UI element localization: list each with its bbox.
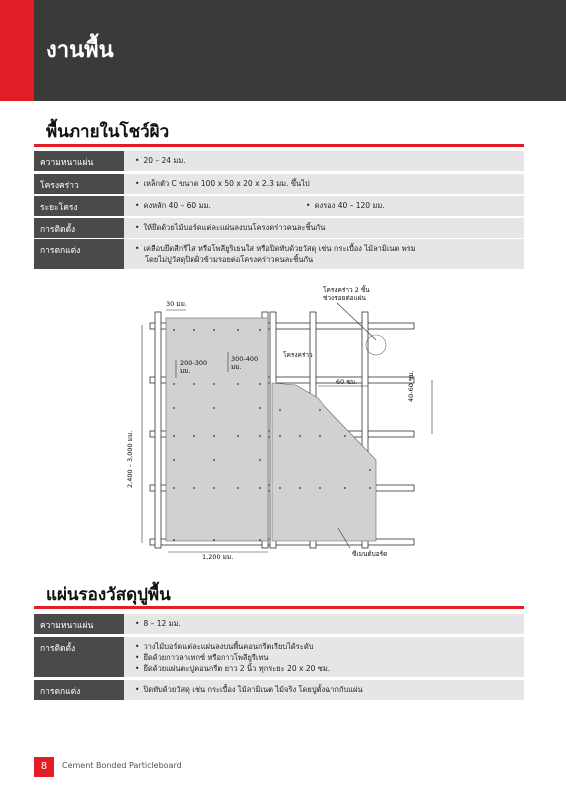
spec-label: ระยะโครง <box>34 196 124 216</box>
dim-label-60cm: 60 ซม. <box>336 378 358 386</box>
spec-row <box>34 637 524 677</box>
spec-value-line: • วางไม้บอร์ดแต่ละแผ่นลงบนพื้นคอนกรีตเรียบได้ระดับ <box>135 641 330 652</box>
spec-row <box>34 680 524 700</box>
dim-label-1200mm: 1,200 มม. <box>202 553 234 561</box>
footer-product-name: Cement Bonded Particleboard <box>62 761 182 770</box>
page-title: งานพื้น <box>46 38 114 63</box>
spec-value: • เหล็กตัว C ขนาด 100 x 50 x 20 x 2.3 มม. ขึ้นไป <box>135 178 310 189</box>
section-title-interior-floor: พื้นภายในโชว์ผิว <box>46 122 170 142</box>
dim-label-300-400 <box>231 355 258 371</box>
spec-value-line: • เคลือบยึดสีกรีไส หรือโพลียูริเธนใส หรือปิดทับด้วยวัสดุ เช่น กระเบื้อง ไม้ลามิเนต พรม <box>135 243 515 254</box>
section-title-underlay: แผ่นรองวัสดุปูพื้น <box>46 585 171 605</box>
spec-label: การตกแต่ง <box>34 680 124 700</box>
spec-value: • 8 – 12 มม. <box>135 618 181 629</box>
spec-label: ความหนาแผ่น <box>34 151 124 171</box>
spec-label: การติดตั้ง <box>34 218 124 238</box>
frame-stud <box>155 312 161 548</box>
dim-line: มม. <box>180 367 191 375</box>
spec-value: • 20 – 24 มม. <box>135 155 186 166</box>
dim-label-40-60cm: 40-60 ซม. <box>407 370 415 402</box>
spec-value: • คงรอง 40 – 120 มม. <box>306 200 385 212</box>
dim-label-height: 2,400 – 3,000 มม. <box>126 430 134 488</box>
page-number: 8 <box>34 757 54 777</box>
spec-label: โครงคร่าว <box>34 174 124 194</box>
spec-value <box>135 641 330 674</box>
dim-line: 300-400 <box>231 355 259 363</box>
joint-callout-line: โครงคร่าว 2 ชิ้น <box>323 286 370 294</box>
cement-board-left <box>166 318 268 541</box>
frame-callout: โครงคร่าว <box>283 351 313 359</box>
spec-value-line: โดยไม่ปูวัสดุปิดผิวข้ามรอยต่อโครงคร่าวคนละชิ้นกัน <box>145 255 314 264</box>
cement-board-right <box>272 383 376 541</box>
section-divider <box>34 606 524 609</box>
dim-label-200-300 <box>180 359 207 375</box>
spec-label: ความหนาแผ่น <box>34 614 124 634</box>
joint-callout-line: ช่วงรอยต่อแผ่น <box>323 294 367 302</box>
spec-row <box>34 614 524 634</box>
spec-value: • คงหลัก 40 – 60 มม. <box>135 200 211 211</box>
joint-callout <box>323 286 370 302</box>
dim-label-30mm: 30 มม. <box>166 300 187 308</box>
spec-value-line: • ยึดด้วยกาวลาเทกซ์ หรือกาวโพลียูรีเทน <box>135 652 330 663</box>
spec-label: การติดตั้ง <box>34 637 124 677</box>
spec-value-line: • ยึดด้วยแผ่นตะปูคอนกรีต ยาว 2 นิ้ว ทุกระยะ 20 x 20 ซม. <box>135 663 330 674</box>
spec-value: • ให้ยึดด้วยไม้บอร์ดแต่ละแผ่นลงบนโครงคร่าวคนละชิ้นกัน <box>135 222 325 233</box>
spec-label: การตกแต่ง <box>34 239 124 269</box>
spec-value: • ปิดทับด้วยวัสดุ เช่น กระเบื้อง ไม้ลามิเนต ไม้จริง โดยปูตั้งฉากกับแผ่น <box>135 684 363 695</box>
dim-line: 200-300 <box>180 359 208 367</box>
dim-line: มม. <box>231 363 242 371</box>
board-callout: ซีเมนต์บอร์ด <box>352 550 388 558</box>
